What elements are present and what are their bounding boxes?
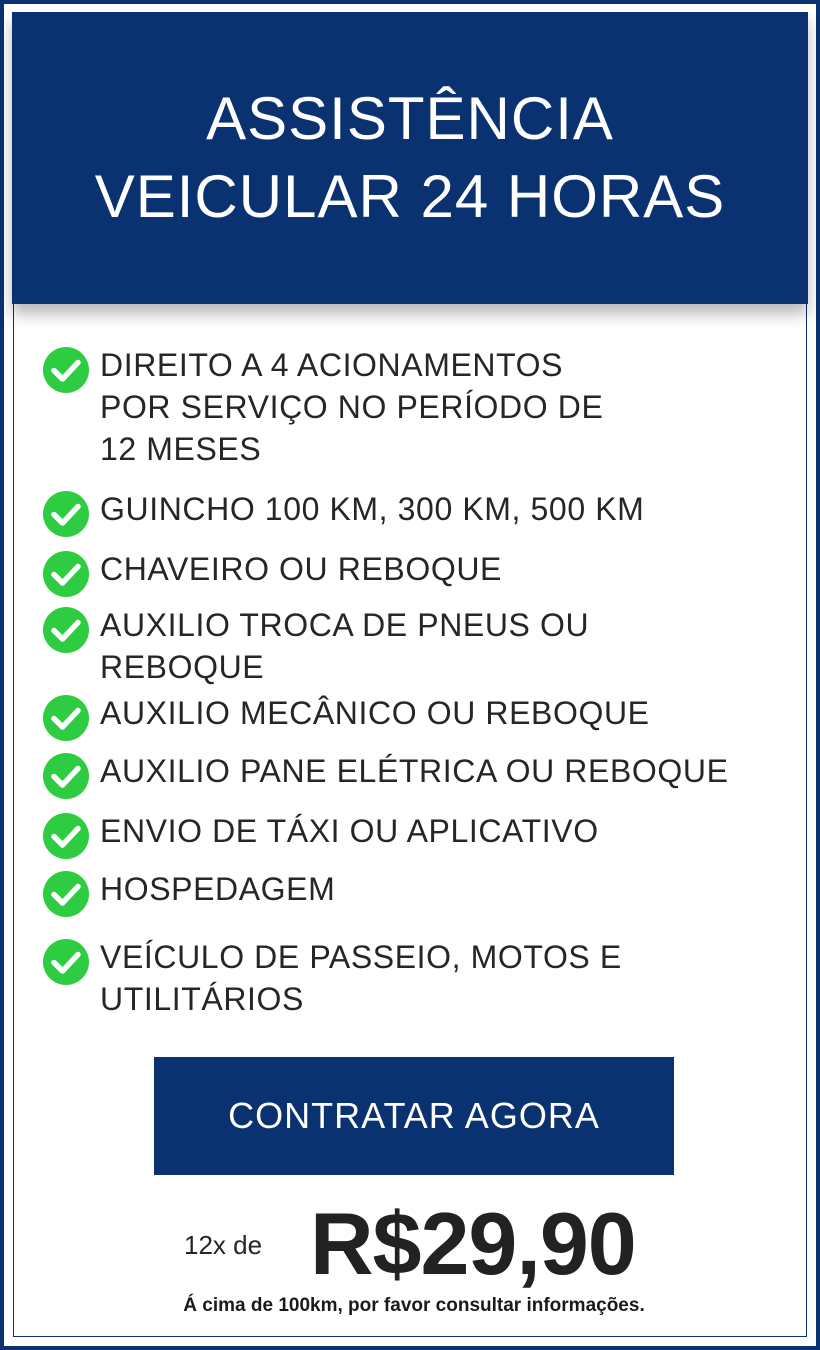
feature-item	[42, 604, 762, 688]
feature-text-line: AUXILIO PANE ELÉTRICA OU REBOQUE	[100, 753, 729, 789]
feature-item	[42, 868, 762, 918]
feature-text-line: AUXILIO MECÂNICO OU REBOQUE	[100, 695, 650, 731]
feature-text	[100, 868, 335, 910]
feature-text-line: HOSPEDAGEM	[100, 871, 336, 907]
feature-text	[100, 548, 502, 590]
feature-text-line: CHAVEIRO OU REBOQUE	[100, 551, 502, 587]
feature-text-line: DIREITO A 4 ACIONAMENTOS	[100, 347, 564, 383]
check-circle-icon	[42, 346, 90, 394]
price-value: R$29,90	[310, 1194, 636, 1293]
check-circle-icon	[42, 812, 90, 860]
check-circle-icon	[42, 694, 90, 742]
feature-text	[100, 810, 599, 852]
contract-now-button[interactable]: CONTRATAR AGORA	[154, 1057, 674, 1175]
installments-label: 12x de	[184, 1230, 263, 1260]
feature-item	[42, 488, 762, 538]
check-circle-icon	[42, 938, 90, 986]
feature-item	[42, 750, 762, 800]
check-circle-icon	[42, 490, 90, 538]
feature-text-line: GUINCHO 100 KM, 300 KM, 500 KM	[100, 491, 645, 527]
plan-title-line-2: VEICULAR 24 HORAS	[94, 163, 726, 230]
feature-item	[42, 548, 762, 598]
check-circle-icon	[42, 550, 90, 598]
plan-title-line-1: ASSISTÊNCIA	[206, 85, 614, 152]
feature-text	[100, 488, 644, 530]
price-disclaimer: Á cima de 100km, por favor consultar informações.	[183, 1295, 645, 1316]
plan-header	[12, 12, 808, 304]
check-circle-icon	[42, 752, 90, 800]
feature-text	[100, 936, 622, 1020]
feature-item	[42, 810, 762, 860]
feature-text	[100, 604, 589, 688]
feature-text-line: POR SERVIÇO NO PERÍODO DE	[100, 389, 604, 425]
feature-item	[42, 344, 762, 470]
check-circle-icon	[42, 870, 90, 918]
feature-text	[100, 344, 603, 470]
feature-text-line: VEÍCULO DE PASSEIO, MOTOS E	[100, 939, 622, 975]
feature-text-line: REBOQUE	[100, 649, 265, 685]
feature-text	[100, 692, 650, 734]
feature-text	[100, 750, 729, 792]
feature-item	[42, 936, 762, 1020]
feature-item	[42, 692, 762, 742]
feature-text-line: 12 MESES	[100, 431, 262, 467]
feature-text-line: UTILITÁRIOS	[100, 981, 304, 1017]
feature-text-line: AUXILIO TROCA DE PNEUS OU	[100, 607, 590, 643]
feature-text-line: ENVIO DE TÁXI OU APLICATIVO	[100, 813, 599, 849]
check-circle-icon	[42, 606, 90, 654]
